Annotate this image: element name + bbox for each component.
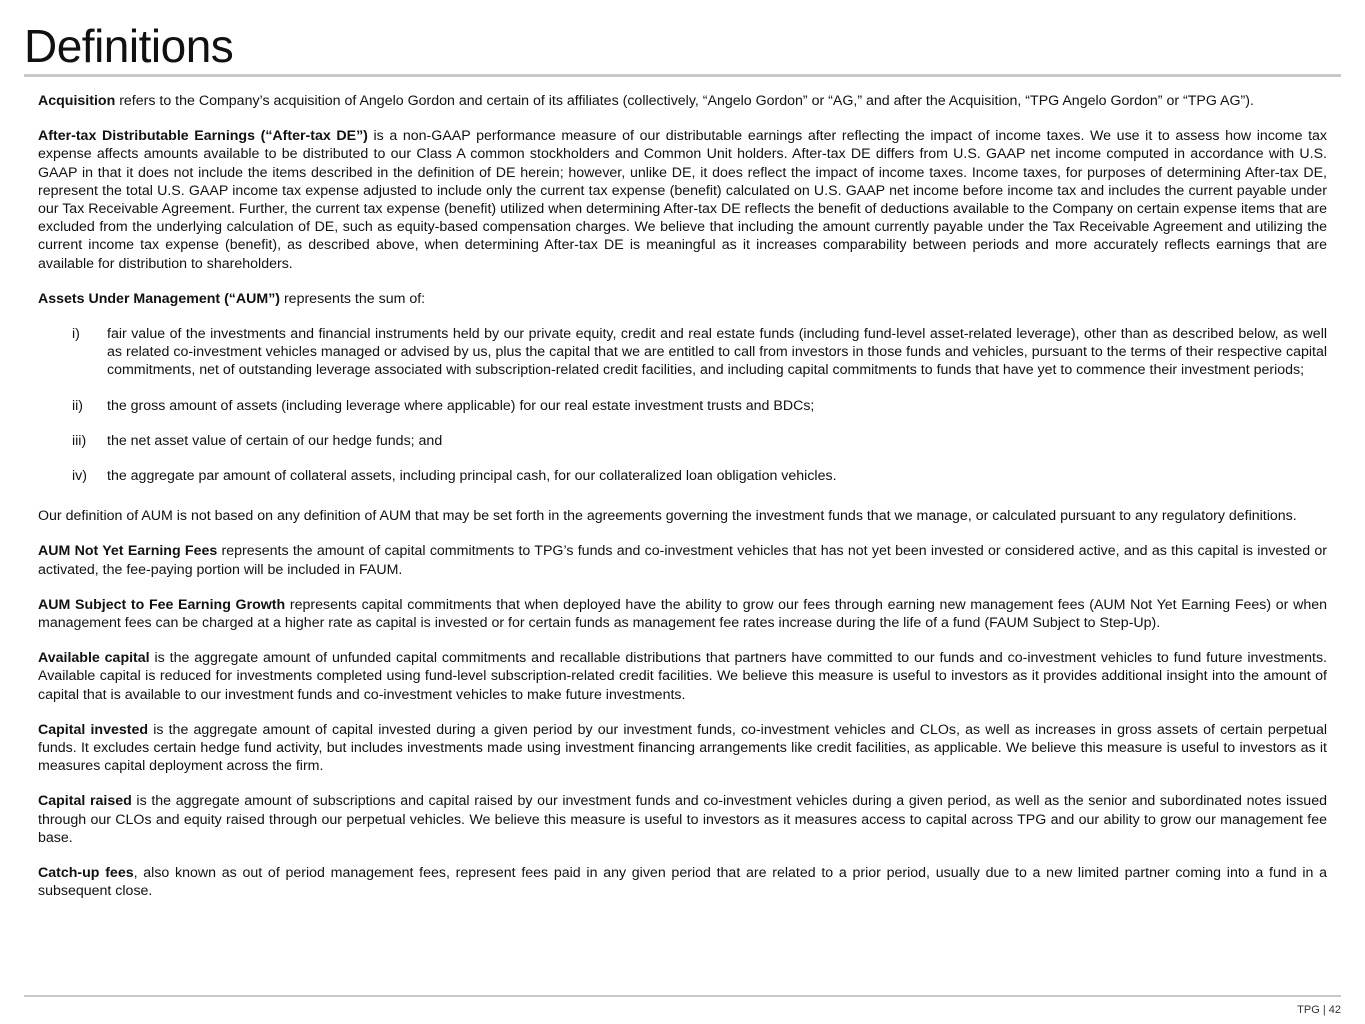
list-item bbox=[38, 397, 1327, 415]
list-item-number: ii) bbox=[72, 397, 84, 414]
title-divider bbox=[24, 74, 1341, 77]
list-item-number: i) bbox=[72, 326, 80, 343]
definition-capital-raised bbox=[38, 792, 1327, 847]
list-item bbox=[38, 432, 1327, 450]
page-footer: TPG | 42 bbox=[1297, 1004, 1341, 1016]
definition-aum bbox=[38, 290, 1327, 308]
list-item-text: the gross amount of assets (including leverage where applicable) for our real estate investment trusts and BDCs; bbox=[107, 397, 815, 414]
list-item-text: the aggregate par amount of collateral assets, including principal cash, for our collateralized loan obligation vehicles. bbox=[107, 468, 837, 485]
footer-divider bbox=[24, 995, 1341, 997]
definitions-body bbox=[38, 92, 1327, 918]
definition-available-capital bbox=[38, 649, 1327, 704]
definition-text: , also known as out of period management fees, represent fees paid in any given period that are related to a prior period, usually due to a new limited partner coming into a fund in a subsequent close. bbox=[38, 865, 1328, 900]
definition-capital-invested bbox=[38, 721, 1327, 776]
list-item bbox=[38, 467, 1327, 485]
term-acquisition: Acquisition bbox=[38, 93, 116, 109]
page-title: Definitions bbox=[24, 20, 234, 72]
definition-text: is the aggregate amount of capital invested during a given period by our investment funds, co-investment vehicles and CLOs, as well as increases in gross assets of certain perpetual funds. It excludes certain hedge fund activity, but includes investments made using investment financing arrangements like credit facilities, as applicable. We believe this measure is useful to investors as it measures capital deployment across the firm. bbox=[38, 721, 1327, 775]
term-available-capital: Available capital bbox=[38, 650, 150, 667]
list-item bbox=[38, 325, 1327, 380]
definition-text: refers to the Company’s acquisition of Angelo Gordon and certain of its affiliates (collectively, “Angelo Gordon” or “AG,” and after the Acquisition, “TPG Angelo Gordon” or “TPG AG”). bbox=[115, 93, 1254, 109]
term-aum-not-yet-earning-fees: AUM Not Yet Earning Fees bbox=[38, 543, 218, 560]
term-aum: Assets Under Management (“AUM”) bbox=[38, 290, 281, 307]
definition-after-tax-de bbox=[38, 127, 1327, 273]
definition-text: is the aggregate amount of subscriptions and capital raised by our investment funds and co-investment vehicles during a given period, as well as the senior and subordinated notes issued through our CLOs and equity raised through our perpetual vehicles. We believe this measure is useful to investors as it measures access to capital across TPG and our ability to grow our management fee base. bbox=[38, 793, 1327, 846]
aum-definition-note: Our definition of AUM is not based on any definition of AUM that may be set forth in the agreements governing the investment funds that we manage, or calculated pursuant to any regulatory definitions. bbox=[38, 508, 1297, 525]
definition-text: is the aggregate amount of unfunded capital commitments and recallable distributions that partners have committed to our funds and co-investment vehicles to fund future investments. Available capital is reduced for investments completed using fund-level subscription-related credit facilities. We believe this measure is useful to investors as it provides additional insight into the amount of capital that is available to our investment funds and co-investment vehicles to make future investments. bbox=[38, 650, 1327, 703]
term-aum-subject-to-fee-earning-growth: AUM Subject to Fee Earning Growth bbox=[38, 596, 286, 613]
definition-acquisition bbox=[38, 92, 1327, 110]
list-item-number: iv) bbox=[72, 468, 87, 485]
list-item-text: fair value of the investments and financial instruments held by our private equity, credit and real estate funds (including fund-level asset-related leverage), other than as described below, as well as related co-investment vehicles managed or advised by us, plus the capital that we are entitled to call from investors in those funds and vehicles, pursuant to the terms of their respective capital commitments, net of outstanding leverage associated with subscription-related credit facilities, and including capital commitments to funds that have yet to commence their investment periods; bbox=[107, 326, 1327, 379]
definition-text: represents the amount of capital commitments to TPG’s funds and co-investment vehicles that has not yet been invested or considered active, and as this capital is invested or activated, the fee-paying portion will be included in FAUM. bbox=[38, 543, 1327, 578]
definition-text: represents capital commitments that when deployed have the ability to grow our fees through earning new management fees (AUM Not Yet Earning Fees) or when management fees can be charged at a higher rate as capital is invested or for certain funds as management fee rates increase during the life of a fund (FAUM Subject to Step-Up). bbox=[38, 596, 1327, 632]
definition-aum-subject-to-fee-earning-growth bbox=[38, 596, 1327, 632]
term-capital-invested: Capital invested bbox=[38, 721, 149, 738]
term-capital-raised: Capital raised bbox=[38, 793, 132, 810]
term-catch-up-fees: Catch-up fees bbox=[38, 865, 134, 882]
term-after-tax-de: After-tax Distributable Earnings (“After-tax DE”) bbox=[38, 128, 368, 145]
list-item-text: the net asset value of certain of our hedge funds; and bbox=[107, 432, 443, 449]
definition-aum-not-yet-earning-fees bbox=[38, 542, 1327, 578]
definition-text: represents the sum of: bbox=[280, 290, 426, 307]
definition-catch-up-fees bbox=[38, 864, 1327, 900]
aum-components-list bbox=[38, 325, 1327, 485]
list-item-number: iii) bbox=[72, 432, 87, 449]
definition-text: is a non-GAAP performance measure of our distributable earnings after reflecting the impact of income taxes. We use it to assess how income tax expense affects amounts available to be distributed to our Class A common stockholders and Common Unit holders. After-tax DE differs from U.S. GAAP net income computed in accordance with U.S. GAAP in that it does not include the items described in the definition of DE herein; however, unlike DE, it does reflect the impact of income taxes. Income taxes, for purposes of determining After-tax DE, represent the total U.S. GAAP income tax expense adjusted to include only the current tax expense (benefit) calculated on U.S. GAAP net income before income tax and includes the current payable under our Tax Receivable Agreement. Further, the current tax expense (benefit) utilized when determining After-tax DE reflects the benefit of deductions available to the Company on certain expense items that are excluded from the underlying calculation of DE, such as equity-based compensation charges. We believe that including the amount currently payable under the Tax Receivable Agreement and utilizing the current income tax expense (benefit), as described above, when determining After-tax DE is meaningful as it increases comparability between periods and more accurately reflects earnings that are available for distribution to shareholders. bbox=[38, 128, 1328, 272]
